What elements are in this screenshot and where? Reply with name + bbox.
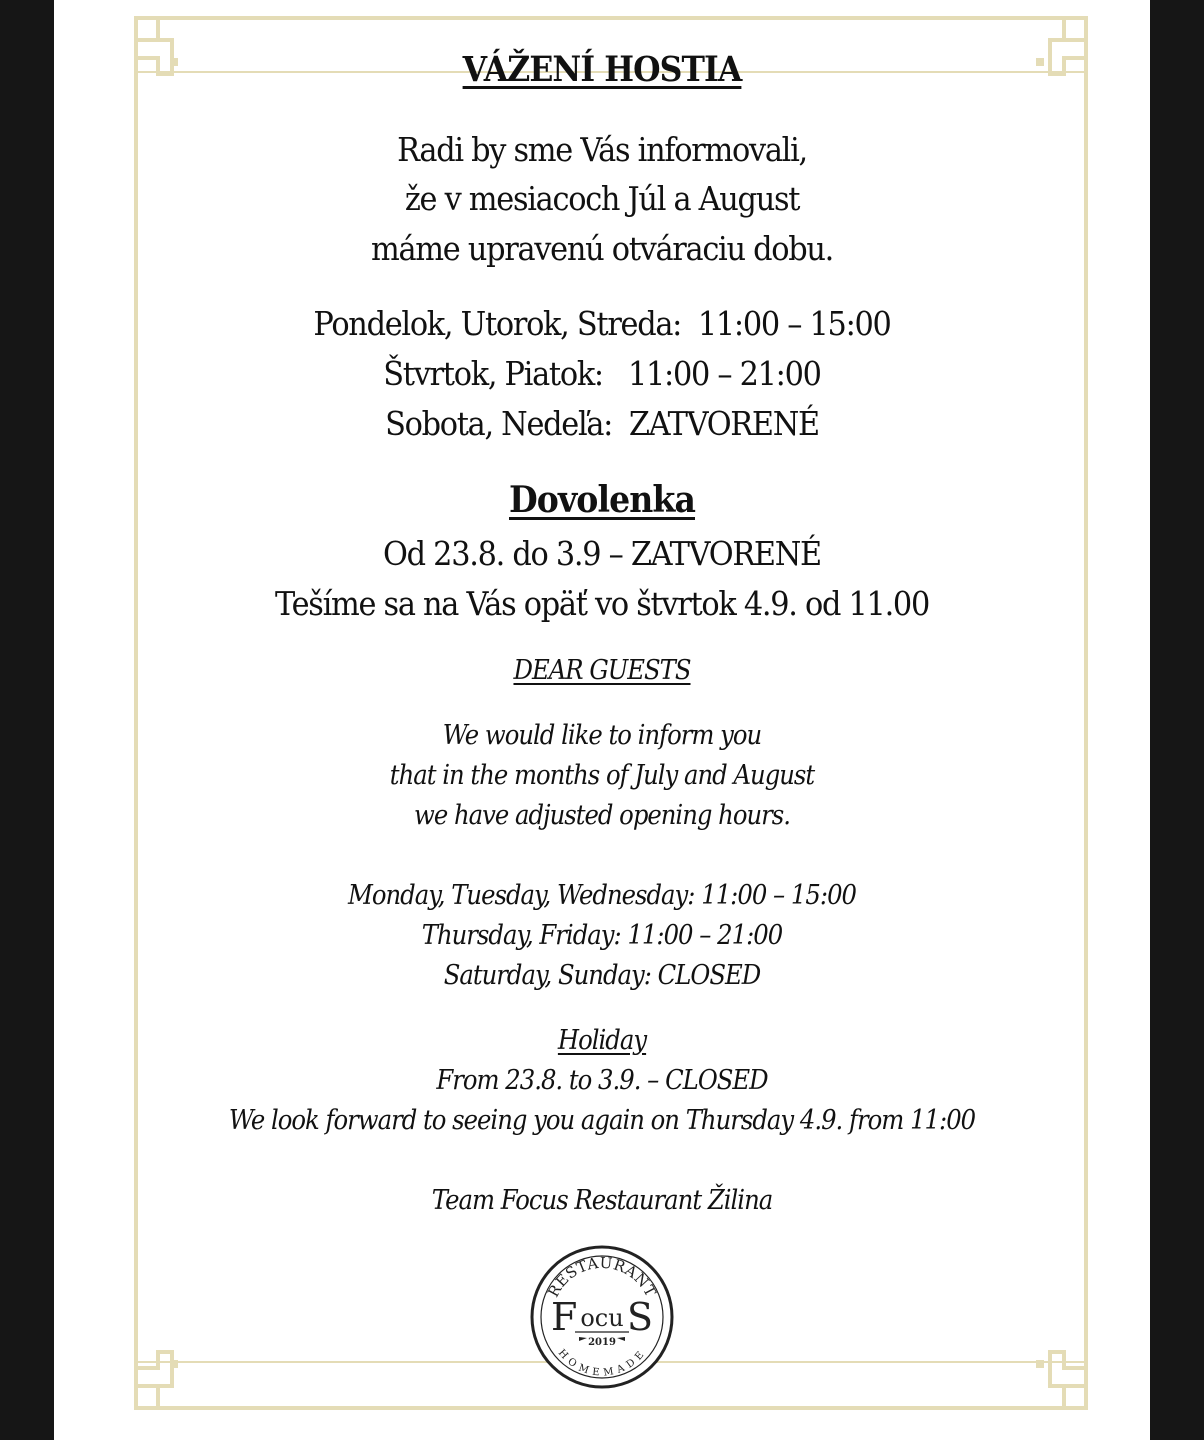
sk-intro-line: máme upravenú otváraciu dobu.	[370, 229, 834, 268]
en-intro-line: that in the months of July and August	[389, 760, 815, 791]
en-intro-line: We would like to inform you	[442, 720, 762, 751]
logo-letter-s: S	[626, 1295, 653, 1339]
en-hours-line: Monday, Tuesday, Wednesday: 11:00 – 15:00	[347, 880, 857, 911]
logo-bottom-text: HOMEMADE	[555, 1347, 649, 1379]
en-hours-line: Thursday, Friday: 11:00 – 21:00	[421, 920, 783, 951]
notice-sheet	[54, 0, 1150, 1440]
sk-holiday-line: Tešíme sa na Vás opäť vo štvrtok 4.9. od 11.00	[274, 584, 929, 623]
en-intro-line: we have adjusted opening hours.	[414, 800, 790, 831]
logo-top-text: RESTAURANT	[544, 1253, 660, 1301]
en-holiday-line: From 23.8. to 3.9. – CLOSED	[436, 1065, 768, 1096]
logo-letter-f: F	[551, 1295, 578, 1339]
en-holiday-line: We look forward to seeing you again on Thursday 4.9. from 11:00	[228, 1105, 976, 1136]
signature: Team Focus Restaurant Žilina	[431, 1185, 773, 1216]
sk-holiday-title: Dovolenka	[508, 479, 696, 521]
sk-intro-line: že v mesiacoch Júl a August	[404, 179, 800, 218]
en-hours-line: Saturday, Sunday: CLOSED	[443, 960, 761, 991]
logo-year: 2019	[588, 1337, 616, 1348]
en-holiday-title: Holiday	[557, 1025, 647, 1056]
logo-name: ocu	[580, 1304, 624, 1332]
restaurant-logo	[529, 1244, 675, 1390]
sk-hours-line: Sobota, Nedeľa: ZATVORENÉ	[385, 404, 819, 443]
notice-content	[54, 0, 1150, 1440]
sk-holiday-line: Od 23.8. do 3.9 – ZATVORENÉ	[383, 534, 821, 573]
sk-hours-line: Pondelok, Utorok, Streda: 11:00 – 15:00	[313, 304, 891, 343]
en-title: DEAR GUESTS	[513, 655, 691, 686]
sk-intro-line: Radi by sme Vás informovali,	[397, 130, 807, 169]
sk-hours-line: Štvrtok, Piatok: 11:00 – 21:00	[383, 354, 821, 393]
sk-title: VÁŽENÍ HOSTIA	[462, 49, 742, 90]
